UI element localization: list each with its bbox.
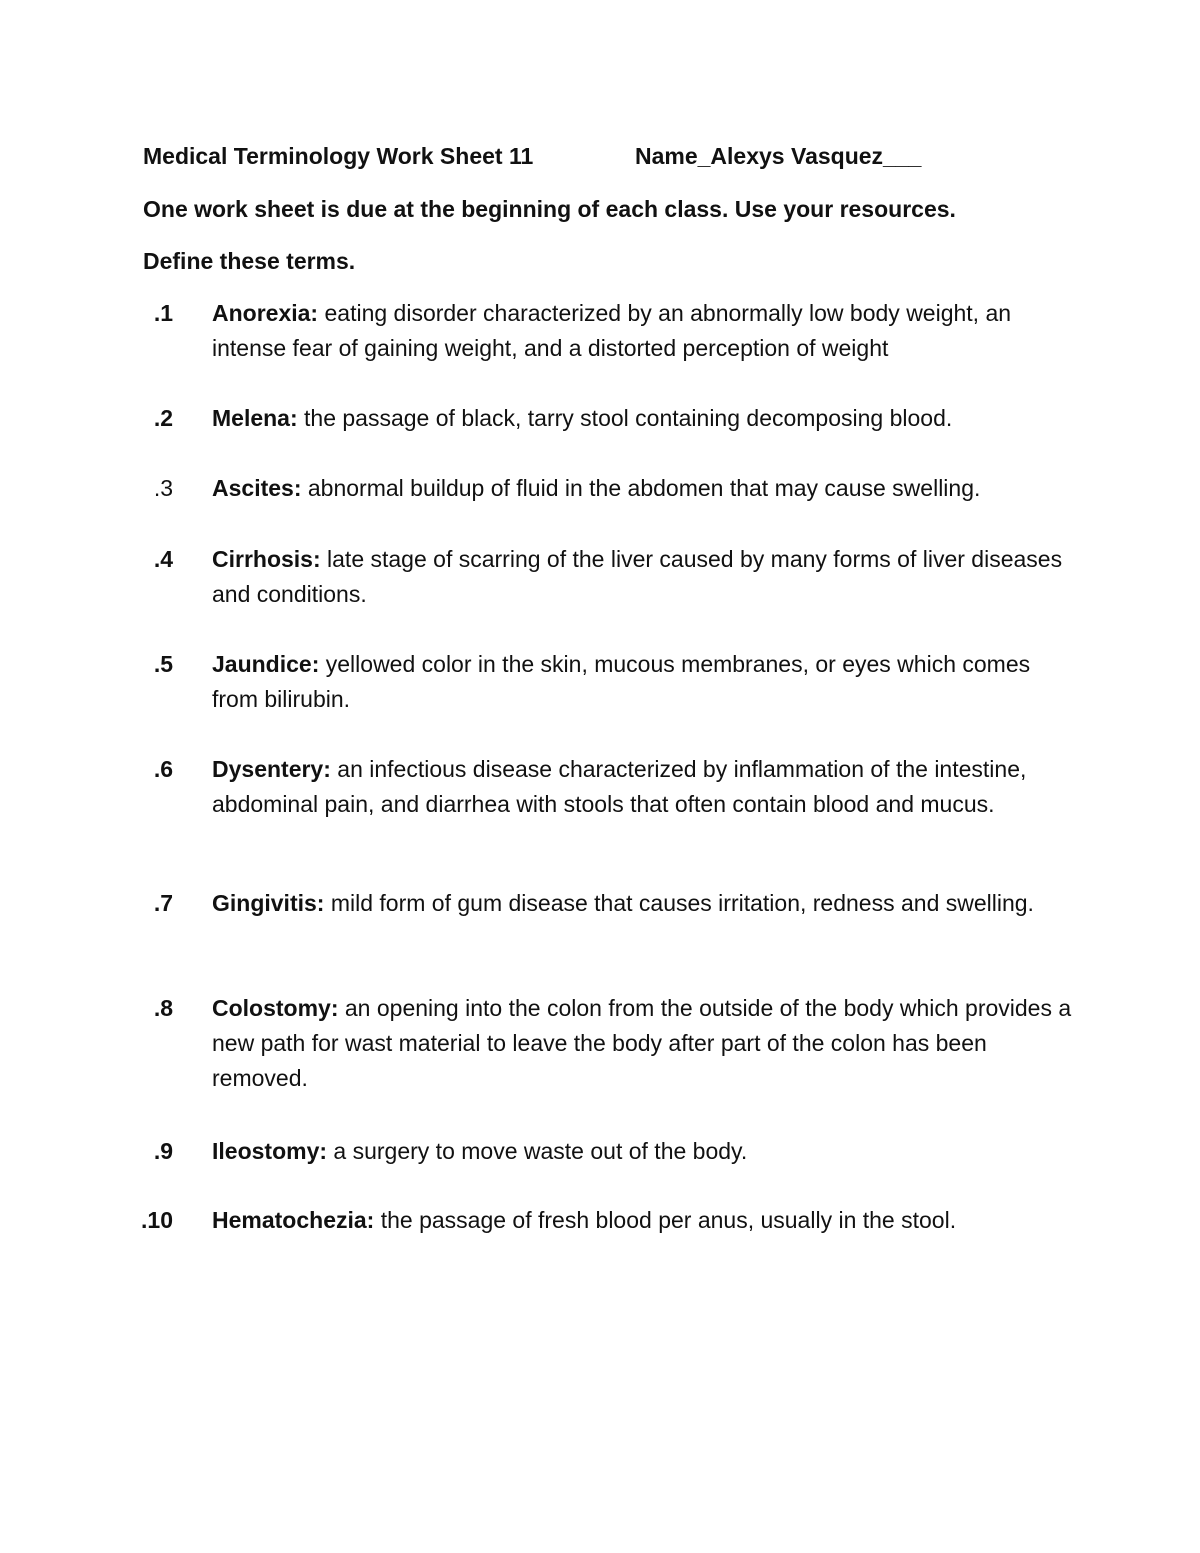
term-name: Colostomy: (212, 995, 339, 1021)
term-definition: the passage of black, tarry stool containing decomposing blood. (297, 405, 953, 431)
instruction-text: One work sheet is due at the beginning of each class. Use your resources. (143, 196, 956, 222)
term-name: Cirrhosis: (212, 546, 321, 572)
term-definition: an opening into the colon from the outside of the body which provides a new path for wast material to leave the body after part of the colon has been removed. (212, 995, 1072, 1091)
term-definition: the passage of fresh blood per anus, usually in the stool. (374, 1207, 957, 1233)
term-name: Melena: (212, 405, 298, 431)
term-definition: late stage of scarring of the liver caused by many forms of liver diseases and conditions. (212, 546, 1063, 607)
term-item-anorexia: 1. Anorexia: eating disorder characterized by an abnormally low body weight, an intense fear of gaining weight, and a distorted perception of weight (153, 300, 1012, 361)
term-item-gingivitis: 7. Gingivitis: mild form of gum disease that causes irritation, redness and swelling. (153, 890, 1034, 916)
term-item-cirrhosis: 4. Cirrhosis: late stage of scarring of the liver caused by many forms of liver diseases and conditions. (153, 546, 1063, 607)
term-item-hematochezia: 10. Hematochezia: the passage of fresh blood per anus, usually in the stool. (141, 1207, 957, 1233)
term-name: Ileostomy: (212, 1138, 328, 1164)
term-definition: a surgery to move waste out of the body. (327, 1138, 748, 1164)
term-definition: an infectious disease characterized by inflammation of the intestine, abdominal pain, and diarrhea with stools that often contain blood and mucus. (212, 756, 1027, 817)
term-definition: eating disorder characterized by an abnormally low body weight, an intense fear of gaining weight, and a distorted perception of weight (212, 300, 1012, 361)
term-definition: abnormal buildup of fluid in the abdomen that may cause swelling. (301, 475, 981, 501)
term-item-melena: 2. Melena: the passage of black, tarry stool containing decomposing blood. (153, 405, 953, 431)
student-name: Name_Alexys Vasquez___ (635, 143, 922, 169)
term-name: Ascites: (212, 475, 302, 501)
term-name: Jaundice: (212, 651, 320, 677)
term-item-ascites: 3. Ascites: abnormal buildup of fluid in the abdomen that may cause swelling. (153, 475, 981, 501)
define-label: Define these terms. (143, 248, 356, 274)
term-item-dysentery: 6. Dysentery: an infectious disease characterized by inflammation of the intestine, abdominal pain, and diarrhea with stools that often contain blood and mucus. (153, 756, 1027, 817)
worksheet-header (143, 143, 922, 170)
term-definition: mild form of gum disease that causes irritation, redness and swelling. (324, 890, 1034, 916)
term-item-jaundice: 5. Jaundice: yellowed color in the skin, mucous membranes, or eyes which comes from bilirubin. (153, 651, 1031, 712)
term-name: Dysentery: (212, 756, 331, 782)
term-name: Anorexia: (212, 300, 319, 326)
term-name: Hematochezia: (212, 1207, 375, 1233)
term-definition: yellowed color in the skin, mucous membranes, or eyes which comes from bilirubin. (212, 651, 1031, 712)
term-item-ileostomy: 9. Ileostomy: a surgery to move waste out of the body. (153, 1138, 748, 1164)
term-item-colostomy: 8. Colostomy: an opening into the colon from the outside of the body which provides a new path for wast material to leave the body after part of the colon has been removed. (153, 995, 1072, 1091)
worksheet-title: Medical Terminology Work Sheet 11 (143, 143, 534, 169)
term-name: Gingivitis: (212, 890, 325, 916)
